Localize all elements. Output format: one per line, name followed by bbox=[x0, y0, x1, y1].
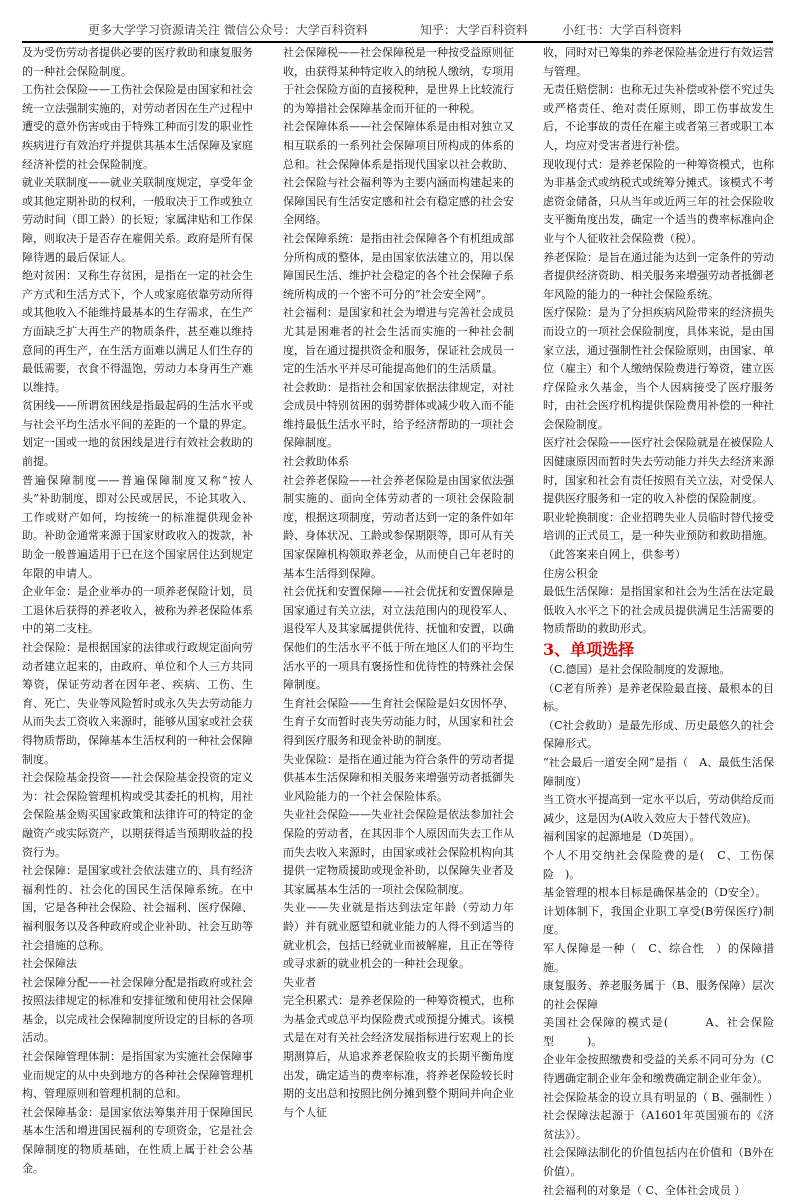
question-item: 社会保障法制化的价值包括内在价值和（B外在价值）。 bbox=[543, 1146, 774, 1179]
definition-paragraph: 住房公积金 bbox=[543, 566, 598, 580]
definition-paragraph: 普遍保障制度——普遍保障制度又称“按人头”补助制度，即对公民或居民，不论其收入、工作或财产如何，均按统一的标准提供现金补助。补助金通常来源于国家财政收入的拨款，补助金一般普遍适用于已在这个国家居住达到规定年限的申请人。 bbox=[22, 473, 253, 580]
question-item: （C老有所养）是养老保险最直接、最根本的目标。 bbox=[543, 681, 774, 714]
page-header bbox=[0, 21, 794, 39]
question-item: 社会福利的对象是（ C、全体社会成员 ） bbox=[543, 1183, 746, 1197]
header-divider bbox=[22, 41, 773, 43]
question-item: 个人不用交纳社会保险费的是( C、工伤保险 )。 bbox=[543, 848, 774, 881]
question-item: 社会保障法起源于（A1601年英国颁布的《济贫法》）。 bbox=[543, 1109, 774, 1141]
question-item: 美国社会保障的模式是( A、社会保险型 )。 bbox=[543, 1016, 774, 1048]
definition-paragraph: 绝对贫困：又称生存贫困，是指在一定的社会生产方式和生活方式下，个人或家庭依靠劳动所得或其他收入不能维持最基本的生存需求，在生产方面缺乏扩大再生产的物质条件，甚至难以维持意间的再生产，在生活方面难以满足人们生存的最低需要，衣食不得温饱，劳动力本身再生产难以维持。 bbox=[22, 269, 253, 394]
question-item: （C社会救助）是最先形成、历史最悠久的社会保障形式。 bbox=[543, 718, 774, 751]
section-title: 3、单项选择 bbox=[543, 640, 635, 659]
question-item: 福利国家的起源地是（D英国）。 bbox=[543, 830, 701, 844]
definition-paragraph: 企业年金：是企业举办的一项养老保险计划，员工退休后获得的养老收入，被称为养老保险体系中的第二支柱。 bbox=[22, 585, 253, 636]
definition-paragraph: 社会救助体系 bbox=[283, 455, 349, 469]
definition-paragraph: 收，同时对已筹集的养老保险基金进行有效运营与管理。 bbox=[543, 46, 774, 78]
definition-paragraph: 现收现付式：是养老保险的一种筹资模式，也称为非基金式或纳税式或统筹分摊式。该模式不考虑资金储备，只从当年或近两三年的社会保险收支平衡角度出发，确定一个适当的费率标准向企业与个人征收社会保险费（税）。 bbox=[543, 157, 774, 245]
definition-paragraph: 无责任赔偿制：也称无过失补偿或补偿不究过失或严格责任、绝对责任原则，即工伤事故发生后，不论事故的责任在雇主或者第三者或职工本人，均应对受害者进行补偿。 bbox=[543, 83, 774, 152]
definition-paragraph: 失业者 bbox=[283, 975, 316, 989]
definition-paragraph: 职业轮换制度：企业招聘失业人员临时替代接受培训的正式员工，是一种失业预防和救助措施。（此答案来自网上，供参考） bbox=[543, 510, 774, 562]
definition-paragraph: 社会优抚和安置保障——社会优抚和安置保障是国家通过有关立法，对立法范围内的现役军人、退役军人及其家属提供优待、抚恤和安置，以确保他们的生活水平不低于所在地区人们的平均生活水平的一项具有褒扬性和优待性的特殊社会保障制度。 bbox=[283, 585, 514, 692]
definition-paragraph: 社会福利：是国家和社会为增进与完善社会成员尤其是困难者的社会生活而实施的一种社会制度，旨在通过提拱资金和服务，保证社会成员一定的生活水平并尽可能提高他们的生活质量。 bbox=[283, 306, 514, 376]
header-xiaohongshu-text: 小红书：大学百科资料 bbox=[562, 23, 683, 37]
definition-paragraph: 工伤社会保险——工伤社会保险是由国家和社会统一立法强制实施的，对劳动者因在生产过程中遭受的意外伤害或由于特殊工种而引发的职业性疾病进行有效治疗并提供其基本生活保障及家庭经济补偿的社会保险制度。 bbox=[22, 83, 253, 171]
definition-paragraph: 社会保障分配——社会保障分配是指政府或社会按照法律规定的标准和安排征缴和使用社会保障基金，以完成社会保障制度所设定的目标的各项活动。 bbox=[22, 975, 253, 1045]
definition-paragraph: 失业社会保险——失业社会保险是依法参加社会保险的劳动者，在其因非个人原因而失去工作从而失去收入来源时，由国家或社会保险机构向其提供一定物质援助或现金补助，以保障失业者及其家属基本生活的一项社会保险制度。 bbox=[283, 808, 514, 896]
definition-paragraph: 最低生活保障：是指国家和社会为生活在法定最低收入水平之下的社会成员提供满足生活需要的物质帮助的救助形式。 bbox=[543, 585, 774, 636]
question-item: 康复服务、养老服务属于（B、服务保障）层次的社会保障 bbox=[543, 979, 774, 1011]
question-item: 当工资水平提高到一定水平以后，劳动供给反而减少，这是因为(A收入效应大于替代效应)。 bbox=[543, 793, 774, 825]
question-item: 计划体制下，我国企业职工享受(B劳保医疗)制度。 bbox=[543, 904, 774, 937]
question-item: 基金管理的根本目标是确保基金的（D安全）。 bbox=[543, 886, 767, 900]
definition-paragraph: 社会保障：是国家或社会依法建立的、具有经济福利性的、社会化的国民生活保障系统。在中国，它是各种社会保险、社会福利、医疗保障、福利服务以及各种政府或企业补助、社会互助等社会措施的总称。 bbox=[22, 864, 253, 952]
definition-paragraph: 社会保障法 bbox=[22, 957, 77, 971]
column-1 bbox=[22, 44, 253, 1178]
column-2 bbox=[283, 44, 514, 1122]
question-item: （C.德国）是社会保险制度的发源地。 bbox=[543, 663, 731, 676]
definition-paragraph: 社会保障体系——社会保障体系是由相对独立又相互联系的一系列社会保障项目所构成的体系的总和。社会保障体系是指现代国家以社会救助、社会保险与社会福利等为主要内涵而构建起来的保障国民有生活安定感和社会有稳定感的社会安全网络。 bbox=[283, 120, 514, 227]
definition-paragraph: 失业——失业就是指达到法定年龄（劳动力年龄）并有就业愿望和就业能力的人得不到适当的就业机会，包括已经就业而被解雇，且正在等待或寻求新的就业机会的一种社会现象。 bbox=[283, 901, 514, 971]
question-item: 企业年金按照缴费和受益的关系不同可分为（C待遇确定制企业年金和缴费确定制企业年金）。 bbox=[543, 1053, 774, 1086]
column-3 bbox=[543, 44, 779, 1200]
definition-paragraph: 生育社会保险——生育社会保险是妇女因怀孕、生育子女而暂时丧失劳动能力时，从国家和社会得到医疗服务和现金补助的制度。 bbox=[283, 696, 514, 747]
definition-paragraph: 社会保障基金：是国家依法筹集并用于保障国民基本生活和增进国民福利的专项资金，它是社会保障制度的物质基础，在性质上属于社会公基金。 bbox=[22, 1105, 253, 1175]
definition-paragraph: 及为受伤劳动者提供必要的医疗救助和康复服务的一种社会保险制度。 bbox=[22, 46, 253, 78]
definition-paragraph: 社会养老保险——社会养老保险是由国家依法强制实施的、面向全体劳动者的一项社会保险制度，根据这项制度，劳动者达到一定的条件如年龄、身体状况、工龄或参保期限等，即可从有关国家保障机构领取养老金，从而使自己年老时的基本生活得到保障。 bbox=[283, 473, 514, 580]
definition-paragraph: 社会保障系统：是指由社会保障各个有机组成部分所构成的整体，是由国家依法建立的，用以保障国民生活、维护社会稳定的各个社会保障子系统所构成的一个密不可分的“社会安全网”。 bbox=[283, 231, 514, 301]
question-item: 社会保险基金的设立具有明显的（ B、强制性 ） bbox=[543, 1090, 779, 1104]
definition-paragraph: 社会保障管理体制：是指国家为实施社会保障事业而规定的从中央到地方的各种社会保障管理机构、管理原则和管理机制的总和。 bbox=[22, 1050, 253, 1101]
definition-paragraph: 社会救助：是指社会和国家依据法律规定，对社会成员中特别贫困的弱势群体或减少收入而不能维持最低生活水平时，给予经济帮助的一项社会保障制度。 bbox=[283, 380, 514, 450]
definition-paragraph: 贫困线——所谓贫困线是指最起码的生活水平或与社会平均生活水平间的差距的一个量的界定。划定一国或一地的贫困线是进行有效社会救助的前提。 bbox=[22, 399, 253, 469]
definition-paragraph: 社会保障税——社会保障税是一种按受益原则征收，由获得某种特定收入的纳税人缴纳，专项用于社会保险方面的直接税种，是世界上比较流行的为筹措社会保障基金而开征的一种税。 bbox=[283, 46, 514, 115]
definition-paragraph: 完全积累式：是养老保险的一种筹资模式，也称为基金式或总平均保险费式或预提分摊式。该模式是在对有关社会经济发展指标进行宏观上的长期测算后，从追求养老保险收支的长期平衡角度出发，确定适当的费率标准，将养老保险较长时期的支出总和按照比例分摊到整个期间并向企业与个人征 bbox=[283, 994, 514, 1119]
header-follow-text: 更多大学学习资源请关注 微信公众号：大学百科资料 bbox=[88, 23, 368, 37]
definition-paragraph: 失业保险：是指在通过能为符合条件的劳动者提供基本生活保障和相关服务来增强劳动者抵御失业风险能力的一个社会保险体系。 bbox=[283, 752, 514, 803]
definition-paragraph: 养老保险：是旨在通过能为达到一定条件的劳动者提供经济资助、相关服务来增强劳动者抵御老年风险的能力的一种社会保险系统。 bbox=[543, 250, 774, 301]
header-zhihu-text: 知乎：大学百科资料 bbox=[420, 23, 529, 37]
definition-paragraph: 社会保险基金投资——社会保险基金投资的定义为：社会保险管理机构或受其委托的机构，用社会保险基金购买国家政策和法律许可的特定的金融资产或实际资产，以期获得适当预期收益的投资行为。 bbox=[22, 771, 253, 859]
question-item: 军人保障是一种（ C、综合性 ）的保障措施。 bbox=[543, 941, 774, 974]
definition-paragraph: 医疗保险：是为了分担疾病风险带来的经济损失而设立的一项社会保险制度，具体来说，是由国家立法，通过强制性社会保险原则，由国家、单位（雇主）和个人缴纳保险费进行筹资，建立医疗保险永久基金，当个人因病接受了医疗服务时，由社会医疗机构提供保险费用补偿的一种社会保险制度。 bbox=[543, 306, 774, 431]
definition-paragraph: 就业关联制度——就业关联制度规定，享受年金或其他定期补助的权利，一般取决于工作或独立劳动时间（即工龄）的长短；家属津贴和工作保障，则取决于是否存在雇佣关系。政府是所有保障待遇的最后保证人。 bbox=[22, 176, 253, 264]
definition-paragraph: 社会保险：是根据国家的法律或行政规定面向劳动者建立起来的，由政府、单位和个人三方共同筹资，保证劳动者在因年老、疾病、工伤、生育、死亡、失业等风险暂时或永久失去劳动能力从而失去工资收入来源时，能够从国家或社会获得物质帮助，保障基本生活权利的一种社会保障制度。 bbox=[22, 641, 253, 766]
definition-paragraph: 医疗社会保险——医疗社会保险就是在被保险人因健康原因而暂时失去劳动能力并失去经济来源时，国家和社会有责任按照有关立法，对受保人提供医疗服务和一定的收入补偿的保险制度。 bbox=[543, 436, 774, 506]
question-item: “社会最后一道安全网”是指（ A、最低生活保障制度） bbox=[543, 755, 774, 788]
